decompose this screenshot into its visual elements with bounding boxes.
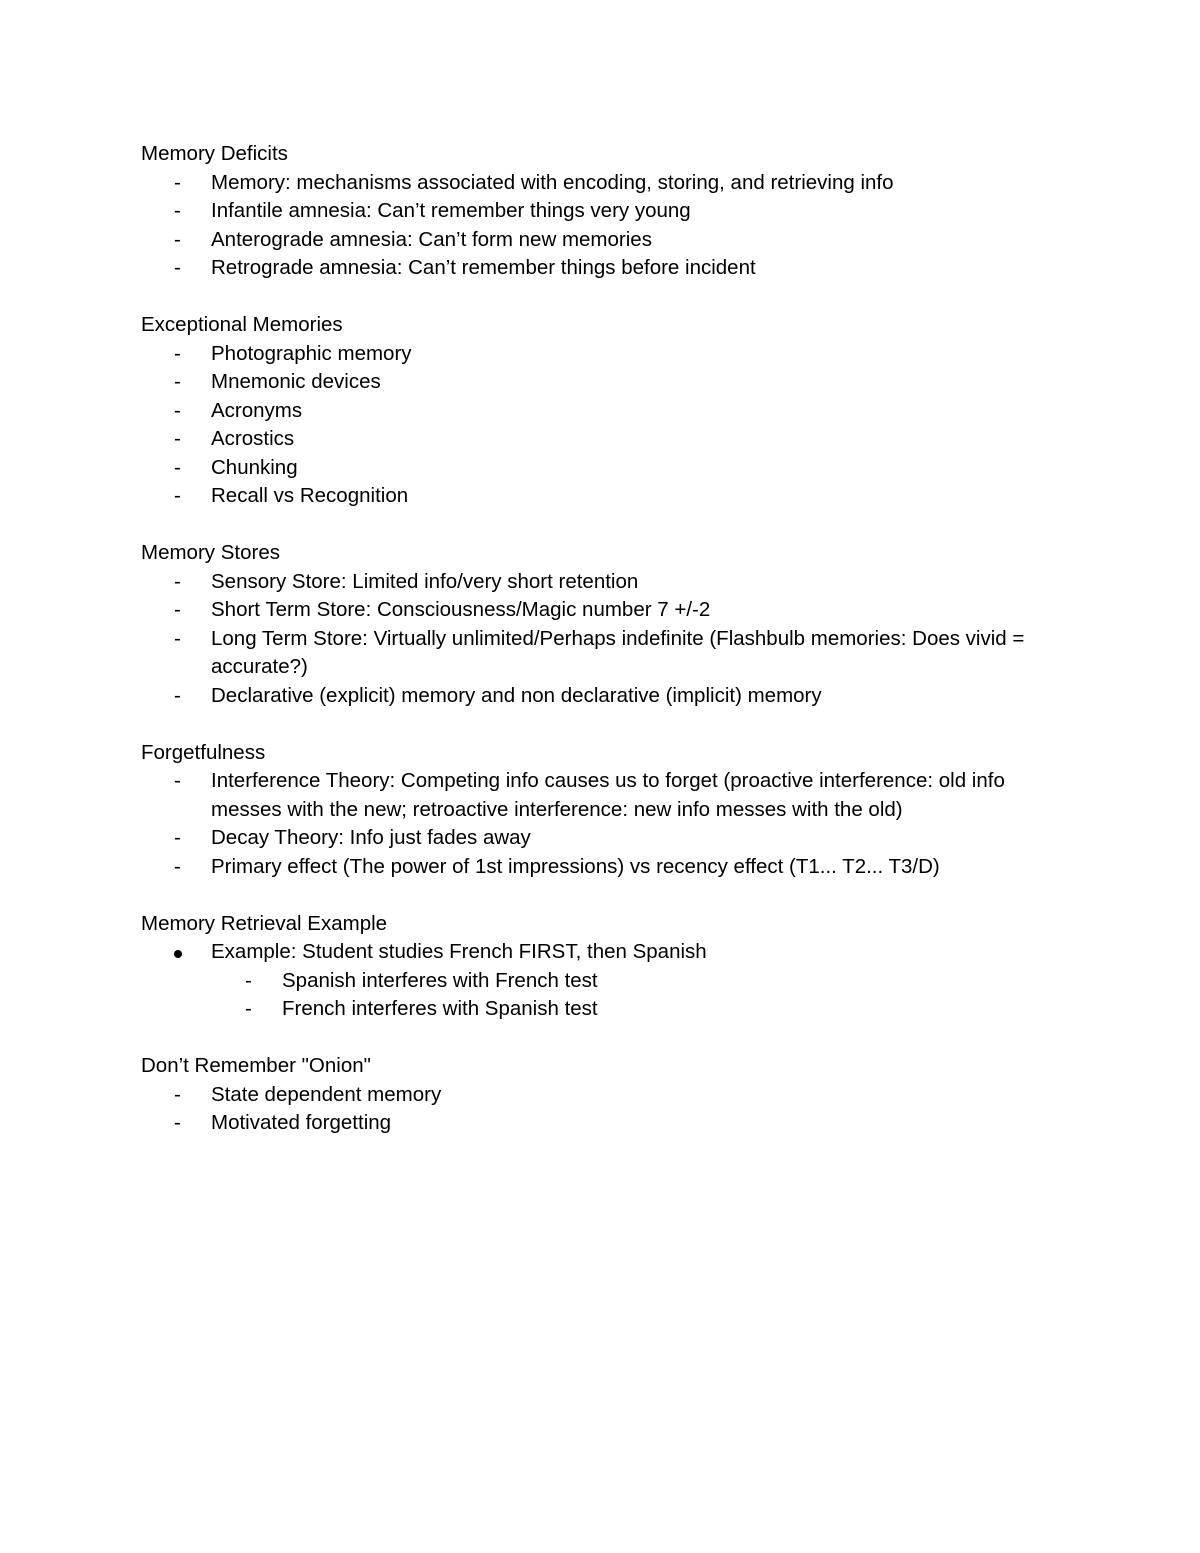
dash-list xyxy=(141,568,1061,711)
list-item-text: Decay Theory: Info just fades away xyxy=(211,826,531,849)
dash-marker: - xyxy=(174,683,181,707)
sub-list-item xyxy=(141,967,1061,996)
list-item-text: Chunking xyxy=(211,455,298,479)
dash-marker: - xyxy=(174,199,181,222)
list-item-text: Interference Theory: Competing info causes us to forget (proactive interference: old info messes with the new; retroactive interference: new info messes with the old) xyxy=(211,769,1005,821)
dash-marker: - xyxy=(174,769,181,792)
list-item xyxy=(141,368,1061,397)
dash-marker: - xyxy=(174,1111,181,1134)
list-item xyxy=(141,454,1061,483)
list-item xyxy=(141,1109,1061,1138)
dash-marker: - xyxy=(174,826,181,849)
dash-marker: - xyxy=(245,968,252,992)
section-dont-remember-onion xyxy=(141,1052,1061,1138)
section-memory-stores xyxy=(141,539,1061,710)
section-memory-deficits xyxy=(141,140,1061,283)
list-item-text: Spanish interferes with French test xyxy=(282,968,598,992)
list-item xyxy=(141,254,1061,283)
sub-list-item xyxy=(141,995,1061,1024)
list-item-text: Short Term Store: Consciousness/Magic number 7 +/-2 xyxy=(211,598,711,621)
list-item xyxy=(141,340,1061,369)
list-item-text: Long Term Store: Virtually unlimited/Perhaps indefinite (Flashbulb memories: Does vivid = accurate?) xyxy=(211,626,1025,678)
list-item xyxy=(141,853,1061,882)
list-item xyxy=(141,425,1061,454)
list-item-text: Example: Student studies French FIRST, then Spanish xyxy=(211,940,707,963)
bullet-list xyxy=(141,938,1061,1024)
dash-list xyxy=(141,1081,1061,1138)
dash-marker: - xyxy=(174,854,181,878)
list-item-text: French interferes with Spanish test xyxy=(282,997,598,1020)
list-item xyxy=(141,767,1061,824)
section-heading: Exceptional Memories xyxy=(141,313,343,336)
section-heading: Forgetfulness xyxy=(141,740,266,764)
list-item-text: Acronyms xyxy=(211,398,303,422)
dash-marker: - xyxy=(174,398,181,422)
dash-list xyxy=(141,767,1061,881)
section-heading: Memory Deficits xyxy=(141,142,288,165)
list-item xyxy=(141,169,1061,198)
list-item-text: Photographic memory xyxy=(211,341,412,365)
dash-list xyxy=(141,340,1061,511)
list-item-text: Acrostics xyxy=(211,427,295,450)
section-heading: Memory Retrieval Example xyxy=(141,911,388,935)
list-item-text: Infantile amnesia: Can’t remember things very young xyxy=(211,199,691,222)
list-item xyxy=(141,568,1061,597)
list-item-text: Recall vs Recognition xyxy=(211,484,409,507)
dash-marker: - xyxy=(245,997,252,1020)
list-item xyxy=(141,682,1061,711)
list-item xyxy=(141,197,1061,226)
list-item-text: Mnemonic devices xyxy=(211,370,381,393)
bullet-dot-icon xyxy=(174,938,182,967)
list-item-text: Anterograde amnesia: Can’t form new memories xyxy=(211,227,652,251)
list-item-text: Retrograde amnesia: Can’t remember things before incident xyxy=(211,256,756,279)
section-heading: Don’t Remember "Onion" xyxy=(141,1054,371,1077)
section-memory-retrieval-example xyxy=(141,910,1061,1024)
dash-marker: - xyxy=(174,484,181,507)
dash-list xyxy=(141,169,1061,283)
list-item-text: Motivated forgetting xyxy=(211,1111,392,1134)
section-heading: Memory Stores xyxy=(141,541,280,564)
dash-marker: - xyxy=(174,170,181,194)
dash-marker: - xyxy=(174,569,181,593)
list-item xyxy=(141,1081,1061,1110)
section-exceptional-memories xyxy=(141,311,1061,511)
list-item-text: Primary effect (The power of 1st impressions) vs recency effect (T1... T2... T3/D) xyxy=(211,854,940,878)
list-item xyxy=(141,625,1061,682)
dash-marker: - xyxy=(174,1082,181,1106)
list-item-text: Memory: mechanisms associated with encoding, storing, and retrieving info xyxy=(211,170,894,194)
list-item xyxy=(141,397,1061,426)
list-item-text: Sensory Store: Limited info/very short retention xyxy=(211,569,639,593)
dash-marker: - xyxy=(174,427,181,450)
list-item xyxy=(141,596,1061,625)
list-item-text: State dependent memory xyxy=(211,1082,442,1106)
dash-marker: - xyxy=(174,455,181,479)
dash-marker: - xyxy=(174,598,181,621)
list-item xyxy=(141,824,1061,853)
list-item xyxy=(141,482,1061,511)
list-item-text: Declarative (explicit) memory and non declarative (implicit) memory xyxy=(211,683,822,707)
list-item xyxy=(141,938,1061,967)
dash-marker: - xyxy=(174,626,181,650)
dash-marker: - xyxy=(174,227,181,251)
dash-marker: - xyxy=(174,256,181,279)
list-item xyxy=(141,226,1061,255)
document-content xyxy=(141,140,1061,1166)
dash-marker: - xyxy=(174,370,181,393)
dash-marker: - xyxy=(174,341,181,365)
section-forgetfulness xyxy=(141,739,1061,882)
